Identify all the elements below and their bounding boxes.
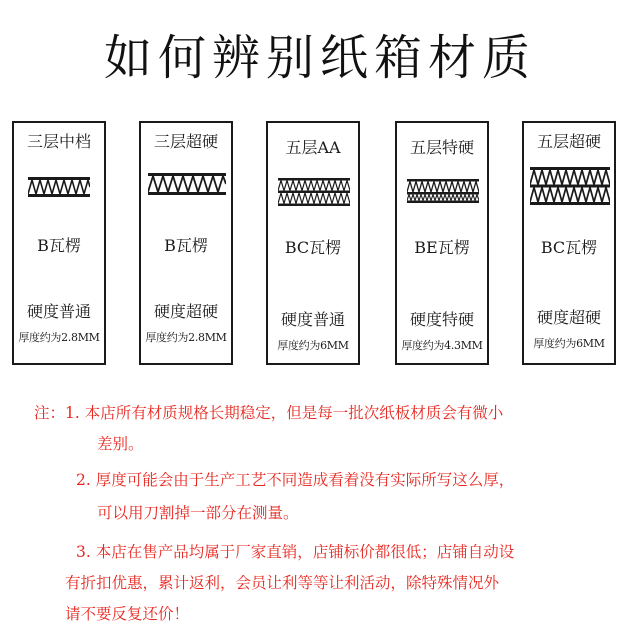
note-3-line-1: 3. 本店在售产品均属于厂家直销，店铺标价都很低；店铺自动设 [76,543,515,561]
hardness-label: 硬度普通 [280,310,345,329]
material-card-5 [522,121,616,365]
single-wall-corrugation-icon [148,173,226,195]
note-2-line-2: 可以用刀割掉一部分在测量。 [97,504,299,522]
page-title: 如何辨别纸箱材质 [103,30,536,86]
thickness-label: 厚度约为2.8MM [18,331,100,344]
card-title: 五层AA [285,138,341,157]
double-wall-corrugation-icon [407,179,479,203]
double-wall-corrugation-icon [278,178,350,206]
card-title: 五层超硬 [536,132,601,151]
double-wall-corrugation-icon [530,167,610,205]
note-3-line-2: 有折扣优惠，累计返利，会员让利等等让利活动，除特殊情况外 [65,574,500,592]
thickness-label: 厚度约为6MM [277,339,349,352]
flute-type-label: BE瓦楞 [414,238,470,257]
thickness-label: 厚度约为4.3MM [401,339,483,352]
note-1-line-2: 差别。 [97,435,144,453]
flute-type-label: B瓦楞 [37,236,81,255]
material-card-1 [12,121,106,365]
flute-type-label: BC瓦楞 [284,238,342,257]
note-1-line-1: 注：1. 本店所有材质规格长期稳定，但是每一批次纸板材质会有微小 [34,404,504,422]
hardness-label: 硬度超硬 [153,302,218,321]
note-2-line-1: 2. 厚度可能会由于生产工艺不同造成看着没有实际所写这么厚， [76,471,515,489]
note-3-line-3: 请不要反复还价！ [65,605,190,623]
card-title: 五层特硬 [409,138,474,157]
card-title: 三层超硬 [153,132,218,151]
thickness-label: 厚度约为6MM [533,337,605,350]
material-card-4 [395,121,489,365]
hardness-label: 硬度普通 [26,302,91,321]
flute-type-label: B瓦楞 [164,236,208,255]
flute-type-label: BC瓦楞 [540,238,598,257]
hardness-label: 硬度特硬 [409,310,474,329]
hardness-label: 硬度超硬 [536,308,601,327]
material-card-3 [266,121,360,365]
single-wall-corrugation-icon [28,177,90,197]
thickness-label: 厚度约为2.8MM [145,331,227,344]
card-title: 三层中档 [26,132,91,151]
material-card-2 [139,121,233,365]
